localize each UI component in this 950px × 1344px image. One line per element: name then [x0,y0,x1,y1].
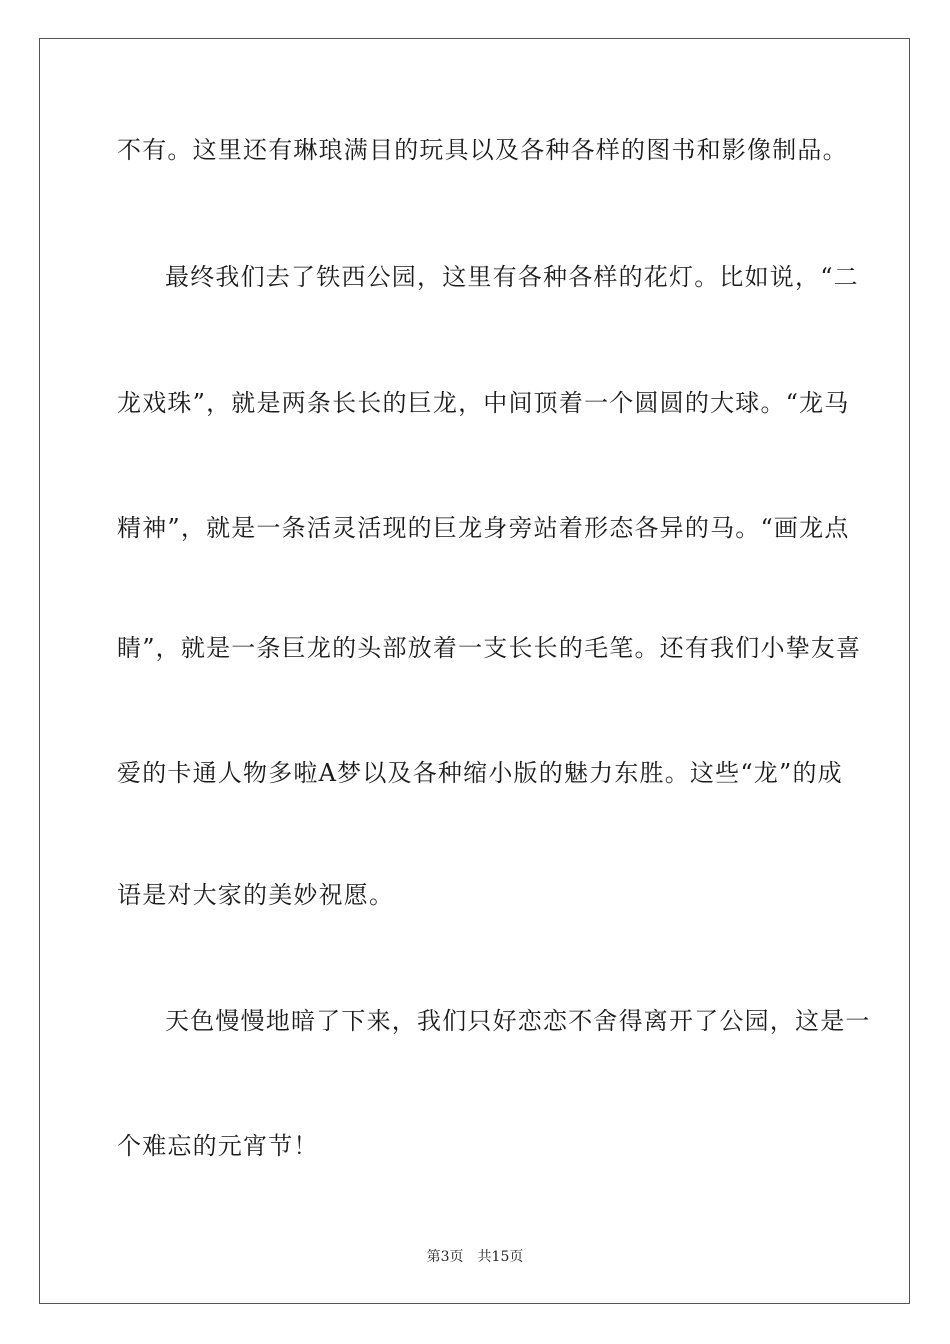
paragraph-line: 不有。这里还有琳琅满目的玩具以及各种各样的图书和影像制品。 [117,136,848,164]
paragraph-line: 语是对大家的美妙祝愿。 [117,881,395,909]
paragraph-line: 最终我们去了铁西公园，这里有各种各样的花灯。比如说，“二 [165,263,859,291]
page-footer [0,1248,950,1266]
page-number: 第3页 [426,1249,464,1265]
paragraph-line: 龙戏珠”，就是两条长长的巨龙，中间顶着一个圆圆的大球。“龙马 [117,389,850,417]
page-total: 共15页 [477,1249,524,1265]
paragraph-line: 睛”，就是一条巨龙的头部放着一支长长的毛笔。还有我们小挚友喜 [117,634,862,662]
paragraph-line: 精神”，就是一条活灵活现的巨龙身旁站着形态各异的马。“画龙点 [117,514,850,542]
paragraph-line: 爱的卡通人物多啦A梦以及各种缩小版的魅力东胜。这些“龙”的成 [117,759,843,787]
paragraph-line: 个难忘的元宵节！ [117,1132,319,1160]
page-border [39,38,910,1304]
paragraph-line: 天色慢慢地暗了下来，我们只好恋恋不舍得离开了公园，这是一 [165,1007,871,1035]
